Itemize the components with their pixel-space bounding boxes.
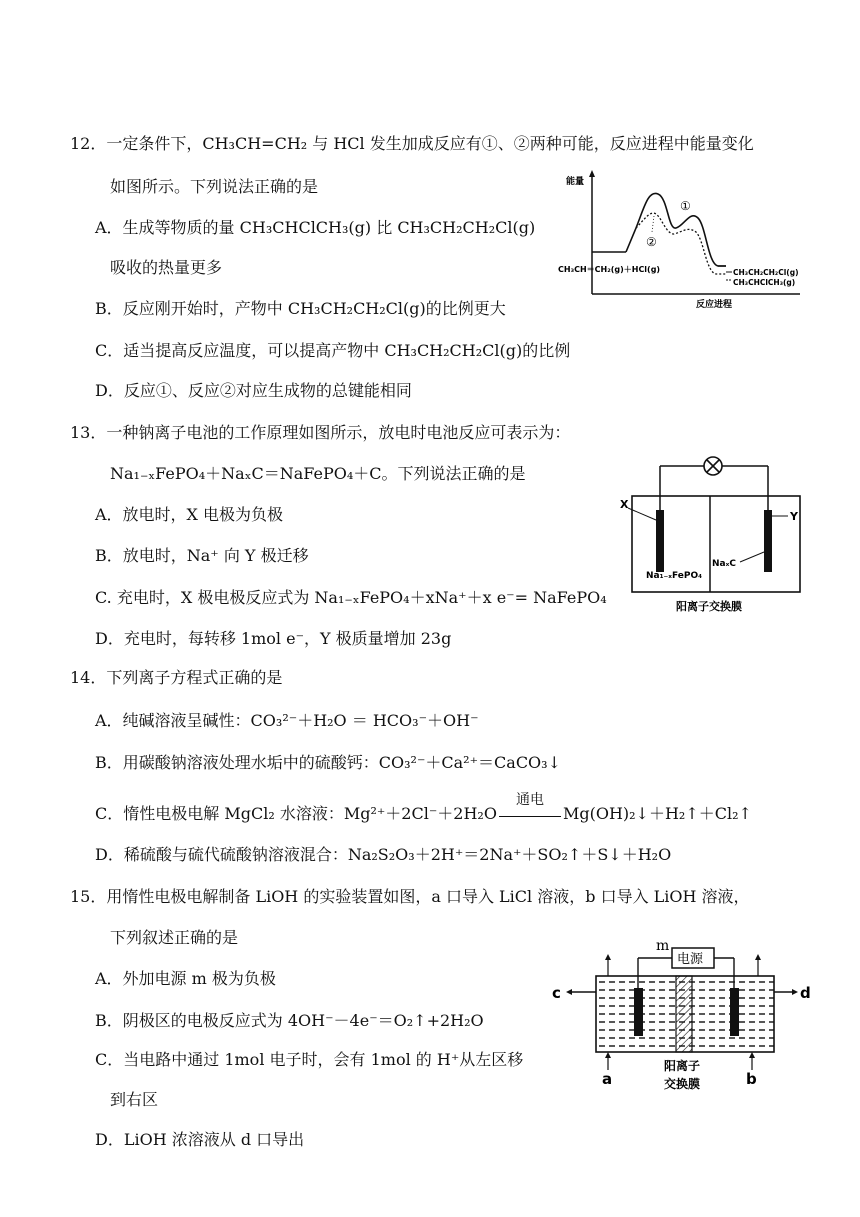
q12-stem-line2: 如图所示。下列说法正确的是 bbox=[110, 177, 319, 196]
q15-option-b: B．阴极区的电极反应式为 4OH⁻－4e⁻＝O₂↑+2H₂O bbox=[95, 1011, 484, 1030]
q14-option-c bbox=[95, 792, 752, 824]
a-inlet-label: a bbox=[602, 1070, 613, 1088]
reactant-label: CH₃CH＝CH₂(g)＋HCl(g) bbox=[558, 265, 661, 274]
membrane-label-line2: 交换膜 bbox=[664, 1077, 701, 1091]
energy-axis-label: 能量 bbox=[566, 177, 585, 187]
q13-option-a: A．放电时，X 电极为负极 bbox=[95, 505, 284, 524]
q15-stem-line1: 15．用惰性电极电解制备 LiOH 的实验装置如图，a 口导入 LiCl 溶液，b 口导入 LiOH 溶液， bbox=[70, 887, 750, 906]
energy-diagram bbox=[556, 168, 816, 310]
y-electrode bbox=[764, 510, 772, 572]
q13-option-d: D．充电时，每转移 1mol e⁻，Y 极质量增加 23g bbox=[95, 629, 452, 648]
path2-marker: ② bbox=[646, 235, 657, 249]
m-terminal-label: m bbox=[656, 938, 670, 954]
q15-option-d: D．LiOH 浓溶液从 d 口导出 bbox=[95, 1130, 305, 1149]
product1-label: CH₃CH₂CH₂Cl(g) bbox=[733, 268, 799, 277]
q13-stem-line1: 13．一种钠离子电池的工作原理如图所示，放电时电池反应可表示为： bbox=[70, 423, 571, 442]
membrane-label-line1: 阳离子 bbox=[664, 1059, 701, 1073]
battery-diagram bbox=[612, 448, 812, 618]
q12-stem-line1: 12．一定条件下，CH₃CH=CH₂ 与 HCl 发生加成反应有①、②两种可能，反应进程中能量变化 bbox=[70, 134, 754, 153]
q13-stem-line2: Na₁₋ₓFePO₄＋NaₓC＝NaFePO₄＋C。下列说法正确的是 bbox=[110, 464, 526, 483]
q14-stem: 14．下列离子方程式正确的是 bbox=[70, 668, 283, 687]
q12-option-a-line1: A．生成等物质的量 CH₃CHClCH₃(g) 比 CH₃CH₂CH₂Cl(g) bbox=[95, 218, 536, 237]
q15-option-a: A．外加电源 m 极为负极 bbox=[95, 969, 276, 988]
q12-option-b: B．反应刚开始时，产物中 CH₃CH₂CH₂Cl(g)的比例更大 bbox=[95, 299, 506, 318]
q15-stem-line2: 下列叙述正确的是 bbox=[110, 928, 239, 947]
q12-option-c: C．适当提高反应温度，可以提高产物中 CH₃CH₂CH₂Cl(g)的比例 bbox=[95, 341, 571, 360]
power-label: 电源 bbox=[677, 952, 704, 967]
membrane-label: 阳离子交换膜 bbox=[676, 600, 742, 613]
b-inlet-label: b bbox=[746, 1070, 757, 1088]
anode-material-label: NaₓC bbox=[712, 559, 736, 569]
path1-marker: ① bbox=[680, 199, 691, 213]
q15-option-c-line2: 到右区 bbox=[110, 1090, 159, 1109]
q12-option-a-line2: 吸收的热量更多 bbox=[110, 258, 223, 277]
q13-option-c: C. 充电时，X 极电极反应式为 Na₁₋ₓFePO₄＋xNa⁺＋x e⁻= NaFePO₄ bbox=[95, 588, 607, 607]
electrolysis-cell-diagram bbox=[548, 938, 818, 1102]
x-electrode bbox=[656, 510, 664, 572]
electrolysis-arrow bbox=[497, 792, 563, 824]
c-outlet-label: c bbox=[552, 984, 561, 1002]
q14-option-c-left: C．惰性电极电解 MgCl₂ 水溶液：Mg²⁺＋2Cl⁻＋2H₂O bbox=[95, 804, 497, 823]
q14-option-b: B．用碳酸钠溶液处理水垢中的硫酸钙：CO₃²⁻＋Ca²⁺＝CaCO₃↓ bbox=[95, 753, 561, 772]
electrolysis-condition: 通电 bbox=[515, 792, 544, 808]
progress-axis-label: 反应进程 bbox=[696, 300, 733, 310]
membrane bbox=[676, 976, 692, 1052]
q14-option-d: D．稀硫酸与硫代硫酸钠溶液混合：Na₂S₂O₃＋2H⁺＝2Na⁺＋SO₂↑＋S↓＋H₂O bbox=[95, 845, 672, 864]
q14-option-a: A．纯碱溶液呈碱性：CO₃²⁻＋H₂O ＝ HCO₃⁻＋OH⁻ bbox=[95, 711, 479, 730]
d-outlet-label: d bbox=[800, 984, 811, 1002]
q13-option-b: B．放电时，Na⁺ 向 Y 极迁移 bbox=[95, 546, 309, 565]
right-electrode bbox=[730, 988, 739, 1036]
q14-option-c-right: Mg(OH)₂↓＋H₂↑＋Cl₂↑ bbox=[562, 804, 752, 823]
x-label: X bbox=[620, 498, 629, 511]
y-label: Y bbox=[790, 510, 798, 523]
left-electrode bbox=[634, 988, 643, 1036]
q12-option-d: D．反应①、反应②对应生成物的总键能相同 bbox=[95, 381, 412, 400]
product2-label: CH₃CHClCH₃(g) bbox=[733, 278, 796, 287]
q15-option-c-line1: C．当电路中通过 1mol 电子时，会有 1mol 的 H⁺从左区移 bbox=[95, 1050, 524, 1069]
cathode-material-label: Na₁₋ₓFePO₄ bbox=[646, 571, 703, 581]
